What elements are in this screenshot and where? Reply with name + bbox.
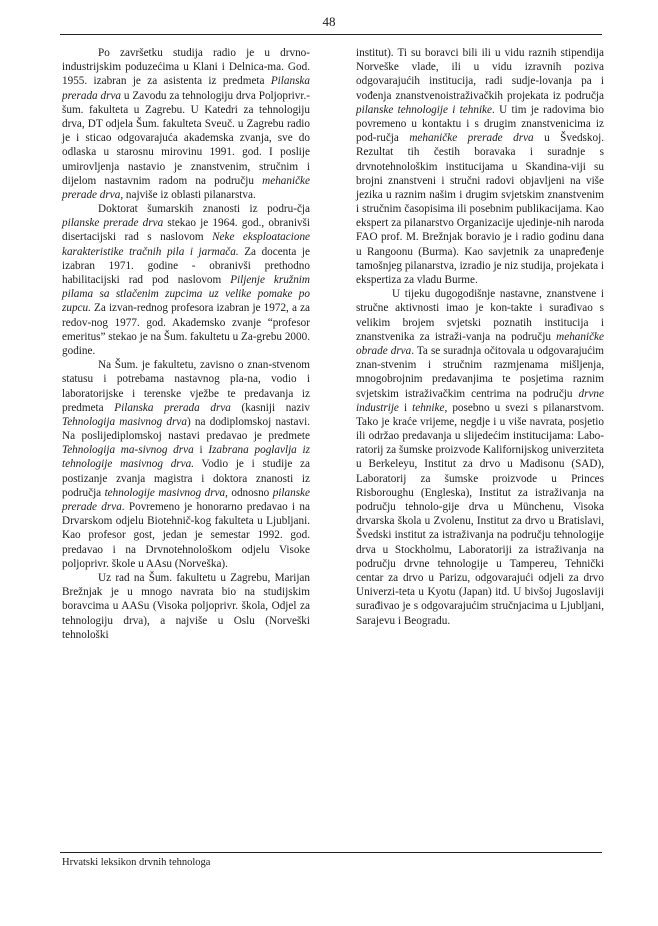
text-run: Doktorat šumarskih znanosti iz podru-čja <box>98 203 310 216</box>
text-run: Na Šum. je fakultetu, zavisno o znan-stvenom statusu i potrebama nastavnog pla-na, vodio i laboratorijske i terenske vježbe te predavanja iz predmeta <box>62 359 310 414</box>
italic-term: Pilanska prerada drva <box>114 401 231 414</box>
italic-term: tehnologije masivnog drva, <box>104 486 228 499</box>
italic-term: mehaničke prerade drva <box>62 174 310 201</box>
text-run: Po završetku studija radio je u drvno-industrijskim poduzećima u Klani i Delnica-ma. God. 1955. izabran je za asistenta iz predmeta <box>62 47 310 88</box>
text-run: u Švedskoj. Rezultat tih čestih boravaka i suradnje s drvnotehnološkim institucijama u Skandina-viji su brojni znanstveni i stručni radovi objavljeni na više jezika u raznim našim i drugim svjetskim znanstvenim i stručnim časopisima ili posebnim publikacijama. Kao ekspert za pilanarstvo Organizacije ujedinje-nih naroda FAO prof. M. Brežnjak boravio je i radio godinu dana u Rangoonu (Burma). Kao savjetnik za unapređenje tamošnjeg pilanarstva, izradio je niz studija, projekata i ekspertiza za vladu Burme. <box>356 132 604 286</box>
footer-rule <box>60 852 602 853</box>
italic-term: tehnike <box>412 401 445 414</box>
text-run: Za izvan-rednog profesora izabran je 1972, a za redov-nog 1977. god. Akademsko zvanje “profesor emeritus” stekao je na Šum. fakultetu u Za-grebu 2000. godine. <box>62 302 310 357</box>
text-run: , najviše iz oblasti pilanarstva. <box>120 188 256 201</box>
paragraph <box>356 46 604 287</box>
text-run: Vodio je i studije za postizanje zvanja magistra i doktora znanosti iz područja <box>62 458 310 499</box>
text-run: u Zavodu za tehnologiju drva Poljoprivr.-šum. fakulteta u Zagrebu. U Katedri za tehnologiju drva, DT odjela Šum. fakulteta Sveuč. u Zagrebu radio je i sticao odgovarajuća akademska zvanja, sve do odlaska u starosnu mirovinu 1991. god. I poslije umirovljenja nastavio je znanstvenim, stručnim i dijelom nastavnim radom na području <box>62 89 311 187</box>
italic-term: mehaničke prerade drva <box>409 132 534 145</box>
italic-term: Neke eksploatacione karakteristike tračnih pila i jarmača. <box>62 231 311 258</box>
italic-term: Izabrana poglavlja iz tehnologije masivnog drva. <box>62 444 310 471</box>
italic-term: Tehnologija masivnog drva <box>62 415 187 428</box>
italic-term: drvne industrije <box>356 387 604 414</box>
page-number: 48 <box>322 14 336 29</box>
italic-term: pilanske prerade drva <box>62 486 310 513</box>
text-run: ) na dodiplomskoj nastavi. Na poslijediplomskoj nastavi predavao je predmete <box>62 415 310 443</box>
text-run: . Ta se suradnja očitovala u odgovarajućim znan-stvenim i stručnim razmjenama mišljenja, mnogobrojnim predavanjima te posjetima raznim svjetskim istraživačkim centrima na području <box>356 344 605 400</box>
text-run: i <box>398 401 413 414</box>
italic-term: Pilanska prerada drva <box>62 75 310 102</box>
italic-term: Tehnologija ma-sivnog drva <box>62 444 194 457</box>
text-run: institut). Ti su boravci bili ili u vidu raznih stipendija Norveške vlade, ili u vidu izravnih poziva odgovarajućih institucija, radi sudje-lovanja pa i vođenja znanstvenoistraživačkih projekata iz područja <box>356 47 604 102</box>
italic-term: pilanske tehnologije i tehnike <box>356 103 492 116</box>
paragraph <box>356 287 604 628</box>
text-run: stekao je 1964. god., obranivši disertacijski rad s naslovom <box>62 217 310 244</box>
text-run: i <box>193 444 209 457</box>
paragraph <box>62 358 310 571</box>
left-text-column <box>62 46 310 642</box>
text-run: . U tim je radovima bio povremeno u kontaktu i s drugim znanstvenicima iz pod-ručja <box>356 103 604 145</box>
italic-term: Piljenje kružnim pilama sa stlačenim zupcima uz velike pomake po zupcu. <box>62 274 310 315</box>
footer-title: Hrvatski leksikon drvnih tehnologa <box>62 857 211 868</box>
text-run: U tijeku dugogodišnje nastavne, znanstvene i stručne aktivnosti imao je kon-takte i surađivao s velikim brojem svjetski poznatih institucija i znanstvenika za istraži-vanja na području <box>356 288 604 343</box>
italic-term: mehaničke obrade drva <box>356 330 604 357</box>
text-run: . Povremeno je honorarno predavao i na Drvarskom odjelu Biotehnič-kog fakulteta u Ljubljani. Kao profesor gost, jedan je semestar 1992. god. predavao i na Drvnotehnološkom odjelu Visoke poljoprivr. škole u AAsu (Norveška). <box>62 501 310 570</box>
text-run: Uz rad na Šum. fakultetu u Zagrebu, Marijan Brežnjak je u mnogo navrata bio na studijskim boravcima u AASu (Visoka poljoprivr. škola, Odjel za tehnologiju drva), a najviše u Oslu (Norveški tehnološki <box>62 571 310 641</box>
text-run: (kasniji naziv <box>230 401 310 414</box>
header-rule <box>60 34 602 35</box>
paragraph <box>62 46 310 202</box>
right-text-column <box>356 46 604 628</box>
text-run: Za docenta je izabran 1971. godine - obranivši prethodno habilitacijski rad pod naslovom <box>62 245 310 286</box>
italic-term: pilanske prerade drva <box>62 217 164 230</box>
text-run: , posebno u svezi s pilanarstvom. Tako je kraće vrijeme, negdje i u više navrata, posjetio ili održao predavanja u slijedećim institucijama: Labo-ratorij za šumske proizvode Kalifornijskog univerziteta u Berkeleyu, Institut za drvo u Madisonu (SAD), Laboratorij za šumske proizvode u Princes Risboroughu (Engleska), Institut za istraživanja na području tehnolo-gije drva u Münchenu, Visoka drvarska škola u Zvolenu, Institut za drvo u Bratislavi, Švedski institut za istraživanja na području tehnologije drva u Stockholmu, Laboratoriji za istraživanja na području drvne tehnologije u Tampereu, Tehnički centar za drvo u Parizu, odgovarajući odjeli za drvo Univerzi-teta u Kyotu (Japan) itd. U bivšoj Jugoslaviji surađivao je s odgovarajućim stručnjacima u Ljubljani, Sarajevu i Beogradu. <box>356 401 605 627</box>
paragraph <box>62 571 310 642</box>
text-run: odnosno <box>227 486 273 499</box>
paragraph <box>62 202 310 358</box>
